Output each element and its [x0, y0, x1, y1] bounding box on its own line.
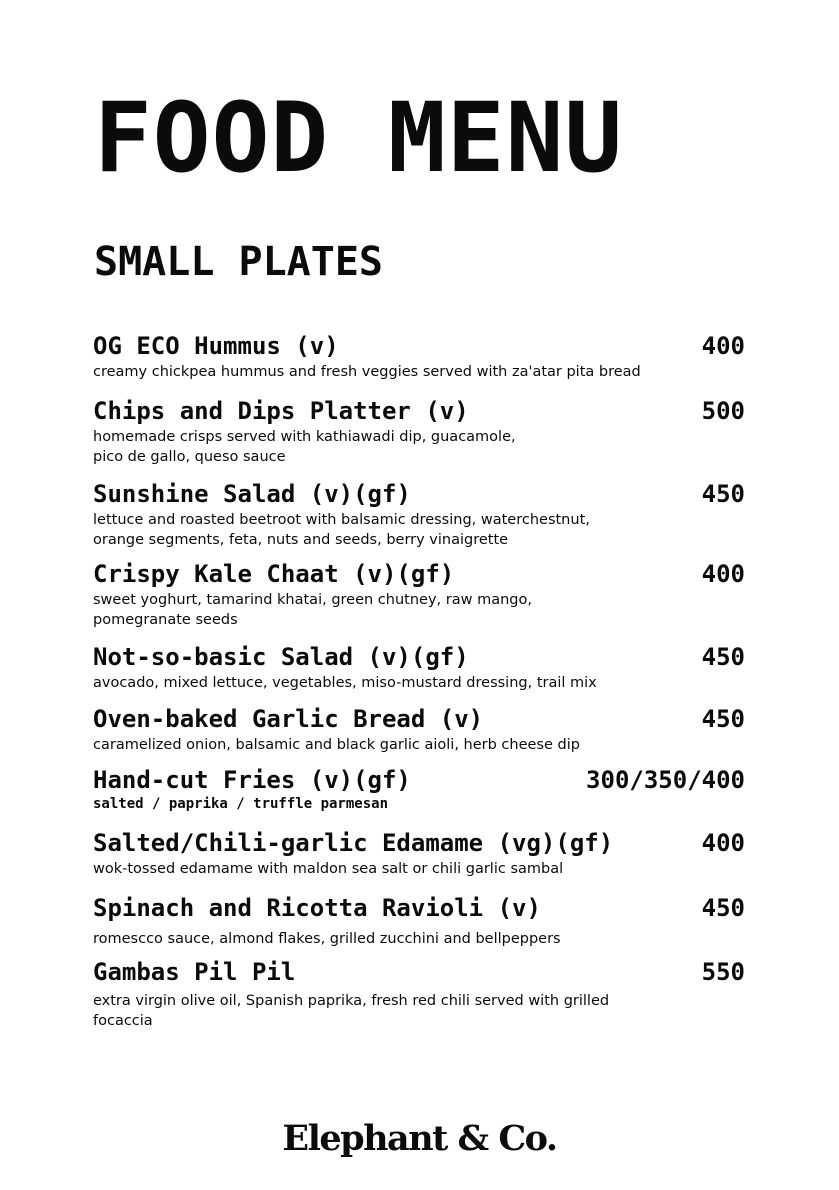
brand-logo: Elephant & Co.	[282, 1118, 557, 1159]
menu-item	[93, 828, 745, 880]
item-name: Oven-baked Garlic Bread (v)	[93, 705, 484, 733]
menu-item	[93, 893, 745, 950]
item-description: avocado, mixed lettuce, vegetables, miso-mustard dressing, trail mix	[93, 675, 597, 691]
item-description: caramelized onion, balsamic and black garlic aioli, herb cheese dip	[93, 737, 580, 753]
item-description: homemade crisps served with kathiawadi dip, guacamole, pico de gallo, queso sauce	[93, 429, 516, 465]
item-price: 400	[701, 560, 745, 588]
section-title: SMALL PLATES	[94, 239, 383, 285]
page-title: FOOD MENU	[94, 82, 624, 194]
item-description: creamy chickpea hummus and fresh veggies served with za'atar pita bread	[93, 364, 641, 380]
item-price: 500	[701, 397, 745, 425]
item-price: 450	[701, 705, 745, 733]
menu-item	[93, 331, 745, 383]
item-price: 400	[701, 829, 745, 857]
item-description: extra virgin olive oil, Spanish paprika, fresh red chili served with grilled focaccia	[93, 993, 610, 1029]
item-name: Chips and Dips Platter (v)	[93, 397, 469, 425]
item-description: romescco sauce, almond flakes, grilled zucchini and bellpeppers	[93, 931, 561, 947]
item-description: sweet yoghurt, tamarind khatai, green chutney, raw mango, pomegranate seeds	[93, 592, 532, 628]
item-name: Crispy Kale Chaat (v)(gf)	[93, 560, 455, 588]
item-name: Gambas Pil Pil	[93, 958, 296, 986]
item-description: salted / paprika / truffle parmesan	[93, 796, 389, 812]
item-price: 450	[701, 643, 745, 671]
item-name: OG ECO Hummus (v)	[93, 332, 339, 360]
item-name: Spinach and Ricotta Ravioli (v)	[93, 894, 541, 922]
menu-item	[93, 396, 745, 467]
item-price: 450	[701, 894, 745, 922]
item-name: Hand-cut Fries (v)(gf)	[93, 766, 411, 794]
item-price: 400	[701, 332, 745, 360]
item-description: wok-tossed edamame with maldon sea salt or chili garlic sambal	[93, 861, 564, 877]
menu-item	[93, 559, 745, 630]
item-name: Salted/Chili-garlic Edamame (vg)(gf)	[93, 829, 614, 857]
menu-item	[93, 704, 745, 756]
item-description: lettuce and roasted beetroot with balsamic dressing, waterchestnut, orange segments, feta, nuts and seeds, berry vinaigrette	[93, 512, 590, 548]
item-price: 450	[701, 480, 745, 508]
item-price: 300/350/400	[586, 766, 745, 794]
menu-item	[93, 765, 745, 815]
menu-item	[93, 479, 745, 550]
item-price: 550	[701, 958, 745, 986]
item-name: Sunshine Salad (v)(gf)	[93, 480, 411, 508]
menu-item	[93, 957, 745, 1031]
menu-item	[93, 642, 745, 694]
item-name: Not-so-basic Salad (v)(gf)	[93, 643, 469, 671]
